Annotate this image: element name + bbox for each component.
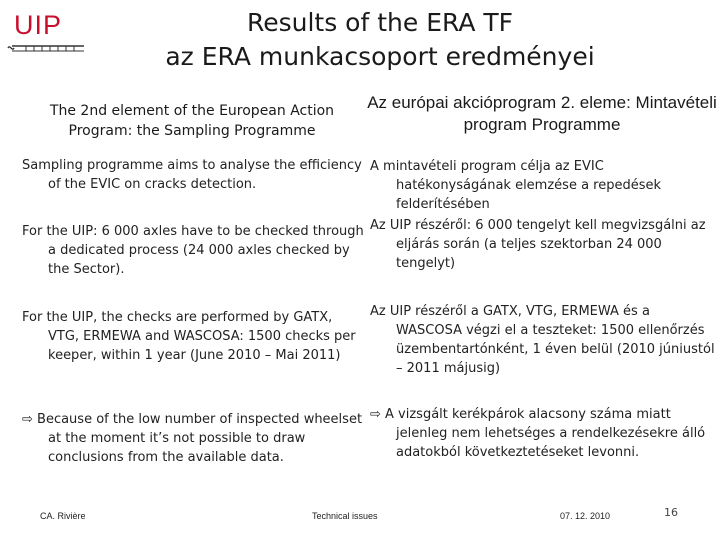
title-line-1: Results of the ERA TF xyxy=(246,8,514,37)
left-paragraph-3: For the UIP, the checks are performed by GATX, VTG, ERMEWA and WASCOSA: 1500 checks per keeper, within 1 year (June 2010 – Mai 2011) xyxy=(22,310,356,363)
slide-title xyxy=(100,6,660,74)
left-paragraph-1: Sampling programme aims to analyse the efficiency of the EVIC on cracks detection. xyxy=(22,158,362,192)
right-paragraph-4: ⇨ A vizsgált kerékpárok alacsony száma miatt jelenleg nem lehetséges a rendelkezésekre álló adatokból következtetéseket levonni. xyxy=(370,407,706,460)
uip-logo xyxy=(4,6,88,56)
title-line-2: az ERA munkacsoport eredményei xyxy=(165,42,595,71)
footer-author: CA. Rivière xyxy=(40,511,86,521)
footer-topic: Technical issues xyxy=(312,511,378,521)
left-paragraph-2: For the UIP: 6 000 axles have to be checked through a dedicated process (24 000 axles checked by the Sector). xyxy=(22,224,364,277)
right-paragraph-1: A mintavételi program célja az EVIC hatékonyságának elemzése a repedések felderítésében xyxy=(370,159,662,212)
logo-text: UIP xyxy=(14,10,63,40)
rail-track-icon xyxy=(4,40,88,56)
left-heading: The 2nd element of the European Action Program: the Sampling Programme xyxy=(49,103,335,139)
right-heading: Az európai akcióprogram 2. eleme: Mintavételi program Programme xyxy=(367,93,717,134)
right-paragraph-3: Az UIP részéről a GATX, VTG, ERMEWA és a WASCOSA végzi el a teszteket: 1500 ellenőrzés üzembentartónként, 1 éven belül (2010 júniustól – 2011 májusig) xyxy=(370,304,715,376)
right-paragraph-2: Az UIP részéről: 6 000 tengelyt kell megvizsgálni az eljárás során (a teljes szektorban 24 000 tengelyt) xyxy=(370,218,706,271)
page-number: 16 xyxy=(664,506,678,519)
left-paragraph-4: ⇨ Because of the low number of inspected wheelset at the moment it’s not possible to draw conclusions from the available data. xyxy=(22,412,363,465)
footer-date: 07. 12. 2010 xyxy=(560,511,611,521)
